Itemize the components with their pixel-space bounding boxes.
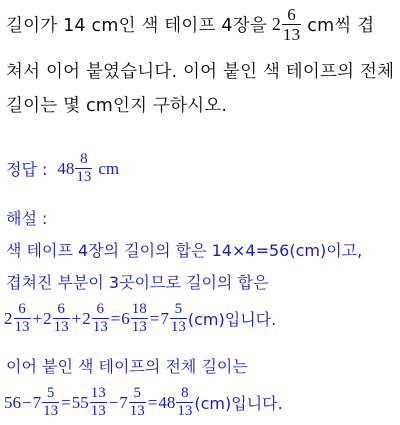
equation-1-operator: + bbox=[32, 308, 43, 328]
equation-2-fraction-denominator: 13 bbox=[177, 403, 193, 419]
question-text-3: 길이는 몇 cm인지 구하시오. bbox=[6, 96, 228, 116]
equation-1-operator: + bbox=[71, 308, 82, 328]
explanation-text-1: 색 테이프 4장의 길이의 합은 14×4=56(cm)이고, bbox=[6, 241, 363, 260]
equation-1-fraction-numerator: 6 bbox=[18, 301, 26, 317]
answer-fraction bbox=[75, 152, 92, 185]
equation-1-operator: = bbox=[110, 308, 121, 328]
equation-2-fraction bbox=[90, 386, 107, 419]
equation-1-mixed-whole: 2 bbox=[82, 308, 91, 328]
equation-2-mixed-whole: 55 bbox=[71, 392, 89, 412]
equation-1-fraction-denominator: 13 bbox=[170, 319, 186, 335]
equation-2-mixed-whole: 48 bbox=[158, 392, 176, 412]
equation-2-operator: − bbox=[108, 392, 119, 412]
answer-whole: 48 bbox=[57, 158, 75, 178]
equation-1-fraction bbox=[131, 302, 148, 335]
explanation-line-4 bbox=[6, 354, 400, 377]
equation-1-fraction bbox=[170, 302, 187, 335]
equation-1-fraction-denominator: 13 bbox=[53, 319, 69, 335]
equation-1-suffix: (cm)입니다. bbox=[187, 310, 277, 329]
explanation-label: 해설 : bbox=[6, 209, 48, 228]
explanation-text-2: 겹쳐진 부분이 3곳이므로 길이의 합은 bbox=[6, 273, 269, 292]
equation-2-fraction bbox=[42, 386, 59, 419]
equation-2 bbox=[4, 386, 400, 419]
question-line-3 bbox=[6, 92, 400, 117]
explanation-label-line bbox=[6, 206, 400, 229]
answer-unit: cm bbox=[98, 158, 120, 178]
equation-1-fraction bbox=[92, 302, 109, 335]
equation-2-fraction-numerator: 5 bbox=[133, 385, 142, 401]
explanation-text-4: 이어 붙인 색 테이프의 전체 길이는 bbox=[6, 357, 248, 376]
equation-1-fraction-numerator: 18 bbox=[131, 301, 147, 317]
equation-2-operator: = bbox=[147, 392, 158, 412]
answer-fraction-numerator: 8 bbox=[80, 151, 88, 167]
equation-1-fraction-denominator: 13 bbox=[14, 319, 30, 335]
equation-1-fraction-numerator: 6 bbox=[96, 301, 104, 317]
equation-1-fraction-denominator: 13 bbox=[131, 319, 147, 335]
equation-1-operator: = bbox=[149, 308, 160, 328]
equation-1-fraction-denominator: 13 bbox=[92, 319, 108, 335]
explanation-line-1 bbox=[6, 238, 400, 261]
answer-fraction-denominator: 13 bbox=[76, 169, 92, 185]
equation-2-fraction-numerator: 13 bbox=[90, 385, 106, 401]
question-fraction bbox=[282, 6, 301, 43]
equation-1-fraction bbox=[53, 302, 70, 335]
question-text-2: 쳐서 이어 붙였습니다. 이어 붙인 색 테이프의 전체 bbox=[6, 62, 395, 82]
question-line-1 bbox=[6, 6, 400, 43]
equation-2-integer: 56 bbox=[4, 392, 21, 412]
equation-2-mixed-whole: 7 bbox=[119, 392, 128, 412]
answer-label: 정답 : bbox=[6, 160, 48, 179]
question-fraction-denominator: 13 bbox=[282, 25, 301, 44]
equation-1-fraction bbox=[14, 302, 31, 335]
equation-1-fraction-numerator: 6 bbox=[57, 301, 65, 317]
equation-2-mixed-whole: 7 bbox=[32, 392, 42, 412]
question-mixed-whole: 2 bbox=[271, 14, 281, 34]
equation-1-mixed-whole: 7 bbox=[160, 308, 169, 328]
equation-1 bbox=[4, 302, 400, 335]
equation-2-fraction bbox=[176, 386, 193, 419]
equation-2-operator: = bbox=[61, 392, 71, 412]
equation-1-fraction-numerator: 5 bbox=[174, 301, 183, 317]
equation-1-mixed-whole: 2 bbox=[43, 308, 52, 328]
equation-2-fraction-numerator: 8 bbox=[181, 385, 189, 401]
question-text-1a: 길이가 14 cm인 색 테이프 4장을 bbox=[6, 16, 267, 36]
equation-1-mixed-whole: 2 bbox=[4, 308, 13, 328]
equation-2-fraction-numerator: 5 bbox=[46, 385, 55, 401]
answer-line bbox=[6, 152, 400, 185]
question-line-2 bbox=[6, 58, 400, 83]
explanation-line-2 bbox=[6, 270, 400, 293]
equation-2-operator: − bbox=[22, 392, 32, 412]
equation-2-fraction-denominator: 13 bbox=[90, 403, 106, 419]
question-fraction-numerator: 6 bbox=[287, 5, 296, 24]
equation-2-fraction-denominator: 13 bbox=[129, 403, 145, 419]
equation-1-mixed-whole: 6 bbox=[121, 308, 130, 328]
question-text-1b: cm씩 겹 bbox=[307, 16, 375, 36]
equation-2-suffix: (cm)입니다. bbox=[194, 394, 283, 413]
equation-2-fraction bbox=[129, 386, 146, 419]
equation-2-fraction-denominator: 13 bbox=[43, 403, 59, 419]
